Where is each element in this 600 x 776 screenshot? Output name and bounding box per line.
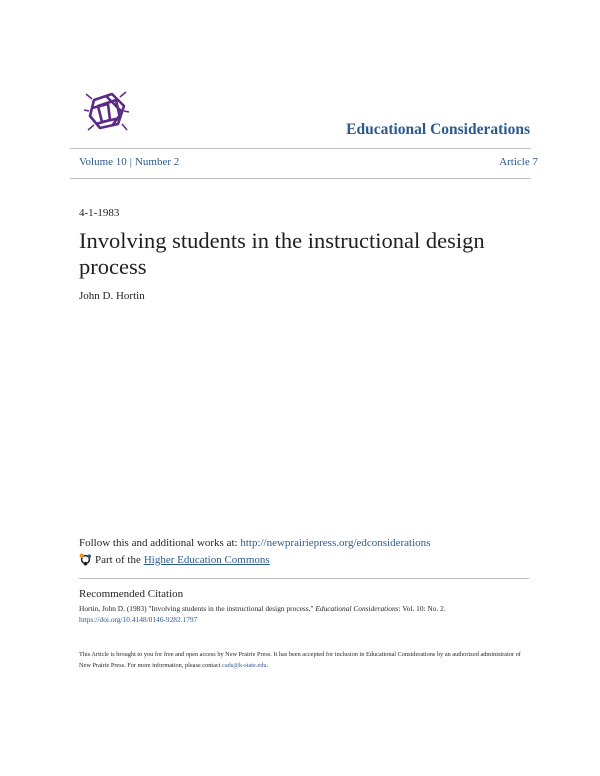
higher-education-commons-link[interactable]: Higher Education Commons: [143, 553, 270, 566]
knot-logo-icon: [82, 86, 132, 136]
citation-post: : Vol. 10: No. 2.: [398, 604, 446, 613]
access-note: [79, 649, 529, 671]
doi-link[interactable]: https://doi.org/10.4148/0146-9282.1797: [79, 615, 198, 624]
follow-prefix: Follow this and additional works at:: [79, 537, 238, 549]
collection-url-link[interactable]: http://newprairiepress.org/edconsiderations: [240, 537, 431, 549]
citation-pre: Hortin, John D. (1983) "Involving students in the instructional design process,": [79, 604, 314, 613]
article-title: Involving students in the instructional design process: [79, 228, 485, 279]
author-name: John D. Hortin: [79, 290, 145, 302]
follow-line: [79, 537, 430, 549]
citation-text: [79, 603, 529, 625]
citation-journal: Educational Considerations: [315, 604, 399, 613]
publication-date: 4-1-1983: [79, 207, 120, 219]
number-link[interactable]: Number 2: [134, 156, 180, 168]
volume-link[interactable]: Volume 10: [79, 156, 127, 168]
issue-divider: [70, 178, 531, 179]
issue-info: [79, 156, 179, 168]
part-of-prefix: Part of the: [95, 553, 141, 566]
article-number-link[interactable]: Article 7: [499, 156, 538, 168]
part-of-line: [79, 553, 270, 566]
issue-separator: |: [129, 156, 132, 168]
contact-email-link[interactable]: cads@k-state.edu: [222, 662, 267, 669]
journal-title-link[interactable]: Educational Considerations: [346, 121, 530, 138]
header-divider: [70, 148, 531, 149]
recommended-citation-heading: Recommended Citation: [79, 588, 184, 600]
access-note-text: This Article is brought to you for free and open access by New Prairie Press. It has been accepted for inclusion in Educational Considerations by an authorized administrator of New Prairie Press. For more information, please contact: [79, 651, 521, 669]
commons-network-icon: [79, 553, 92, 566]
access-note-end: .: [266, 662, 269, 669]
citation-divider: [79, 578, 529, 579]
